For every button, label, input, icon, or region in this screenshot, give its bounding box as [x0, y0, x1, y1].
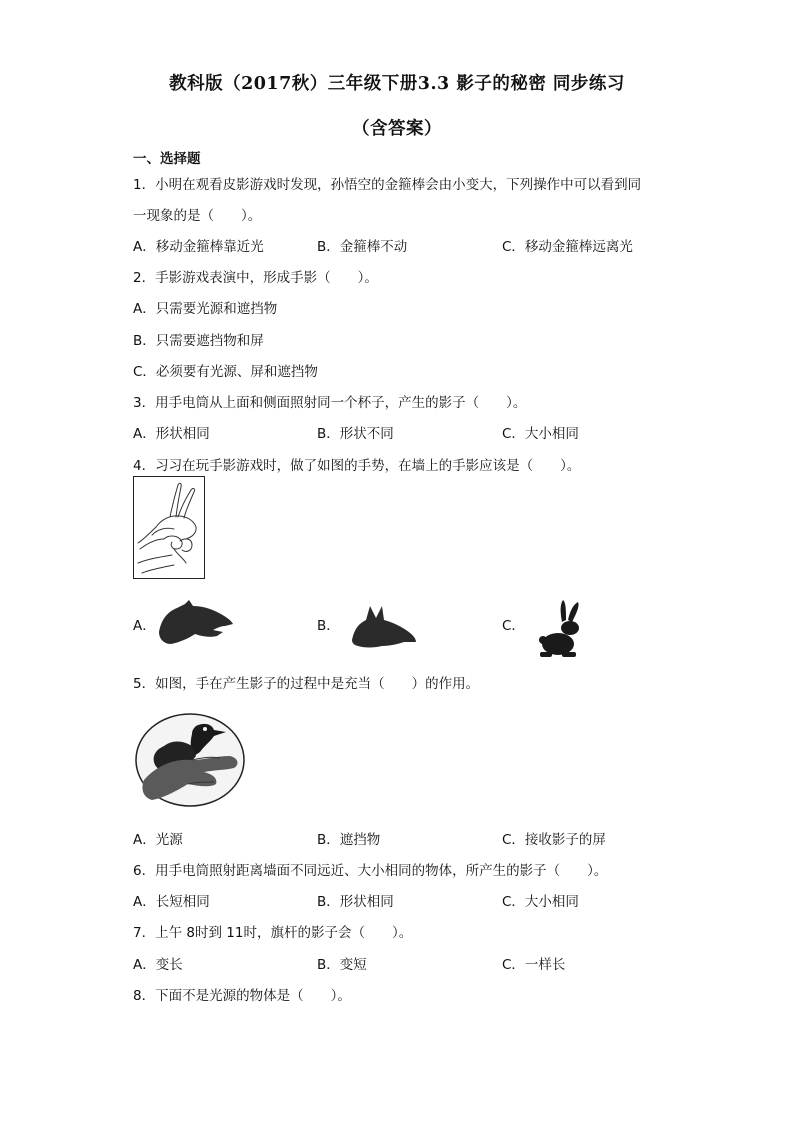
question-7-option-a[interactable]: A．变长: [133, 957, 183, 973]
question-7-stem: 7．上午 8时到 11时，旗杆的影子会（ ）。: [133, 925, 413, 941]
question-3-stem: 3．用手电筒从上面和侧面照射同一个杯子，产生的影子（ ）。: [133, 395, 527, 411]
question-2-option-b[interactable]: B．只需要遮挡物和屏: [133, 333, 264, 349]
question-1-option-b[interactable]: B．金箍棒不动: [317, 239, 408, 255]
question-4-option-b[interactable]: B．: [317, 618, 340, 634]
question-6-option-b[interactable]: B．形状相同: [317, 894, 394, 910]
question-5-option-b[interactable]: B．遮挡物: [317, 832, 381, 848]
question-6-stem: 6．用手电筒照射距离墙面不同远近、大小相同的物体，所产生的影子（ ）。: [133, 863, 608, 879]
question-6-option-c[interactable]: C．大小相同: [502, 894, 579, 910]
section-heading: 一、选择题: [133, 151, 201, 167]
question-4-option-a[interactable]: A．: [133, 618, 156, 634]
question-1-option-c[interactable]: C．移动金箍棒远离光: [502, 239, 633, 255]
question-2-option-c[interactable]: C．必须要有光源、屏和遮挡物: [133, 364, 318, 380]
question-5-option-a[interactable]: A．光源: [133, 832, 183, 848]
dog-shadow-image[interactable]: [155, 598, 237, 648]
hand-gesture-figure: [133, 476, 205, 579]
question-7-option-c[interactable]: C．一样长: [502, 957, 566, 973]
question-1-stem-line-1: 1．小明在观看皮影游戏时发现，孙悟空的金箍棒会由小变大，下列操作中可以看到同: [133, 177, 642, 193]
horse-shadow-image[interactable]: [340, 600, 420, 652]
hand-shadow-photo: [134, 712, 246, 808]
question-3-option-b[interactable]: B．形状不同: [317, 426, 394, 442]
page-subtitle: （含答案）: [352, 119, 442, 139]
question-8-stem: 8．下面不是光源的物体是（ ）。: [133, 988, 351, 1004]
question-4-stem: 4．习习在玩手影游戏时，做了如图的手势，在墙上的手影应该是（ ）。: [133, 458, 581, 474]
question-2-option-a[interactable]: A．只需要光源和遮挡物: [133, 301, 278, 317]
question-3-option-a[interactable]: A．形状相同: [133, 426, 210, 442]
question-5-option-c[interactable]: C．接收影子的屏: [502, 832, 606, 848]
question-5-stem: 5．如图，手在产生影子的过程中是充当（ ）的作用。: [133, 676, 480, 692]
question-3-option-c[interactable]: C．大小相同: [502, 426, 579, 442]
rabbit-hand-gesture-image: [134, 477, 204, 578]
question-6-option-a[interactable]: A．长短相同: [133, 894, 210, 910]
question-4-option-c[interactable]: C．: [502, 618, 525, 634]
page-title: 教科版（2017秋）三年级下册3.3 影子的秘密 同步练习: [169, 74, 625, 94]
question-7-option-b[interactable]: B．变短: [317, 957, 367, 973]
question-2-stem: 2．手影游戏表演中，形成手影（ ）。: [133, 270, 378, 286]
rabbit-shadow-image[interactable]: [536, 598, 588, 660]
question-1-option-a[interactable]: A．移动金箍棒靠近光: [133, 239, 264, 255]
question-1-stem-line-2: 一现象的是（ ）。: [133, 208, 262, 224]
